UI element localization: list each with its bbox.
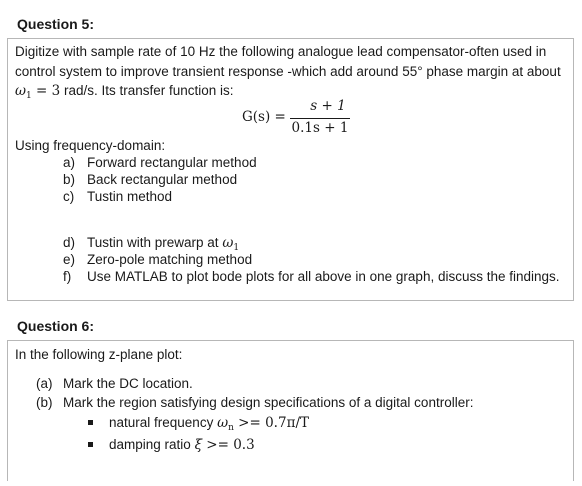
method-item [63, 155, 257, 170]
q6-intro: In the following z-plane plot: [15, 347, 183, 362]
methods-heading: Using frequency-domain: [15, 138, 166, 153]
method-label: d) [63, 235, 76, 250]
method-item [63, 172, 237, 187]
method-text: Forward rectangular method [87, 155, 257, 170]
q5-intro-line-3 [15, 83, 234, 101]
transfer-function-lhs: G(s) = [242, 109, 286, 125]
method-label: c) [63, 189, 75, 204]
method-item-e [63, 252, 252, 267]
omega-symbol: ω [222, 235, 234, 251]
q6-item-text: Mark the DC location. [63, 376, 193, 391]
spec-bullet-item [88, 437, 255, 453]
bullet-square-icon [88, 420, 93, 425]
q6-item-label: (b) [36, 395, 53, 410]
method-label: f) [63, 269, 72, 284]
method-label: b) [63, 172, 76, 187]
omega-symbol: ω [15, 83, 27, 99]
omega-subscript: 1 [233, 243, 240, 253]
spec-math: >= 0.7π/T [233, 415, 309, 431]
q5-intro-line-2: control system to improve transient response -which add around 55° phase margin at about [15, 64, 561, 79]
spec-text: damping ratio [109, 437, 195, 452]
method-text: Tustin method [87, 189, 173, 204]
question-6-title: Question 6: [17, 318, 95, 334]
transfer-function-numerator: s + 1 [310, 98, 346, 114]
fraction-bar [290, 118, 350, 119]
method-item-f [63, 269, 560, 284]
question-5-title: Question 5: [17, 16, 95, 32]
omega-subscript: n [228, 423, 234, 433]
question-6-box [7, 340, 574, 481]
spec-bullet-item [88, 415, 309, 433]
q5-intro-line-3-text: rad/s. Its transfer function is: [60, 83, 234, 98]
q5-intro-line-1: Digitize with sample rate of 10 Hz the following analogue lead compensator-often used in [15, 44, 547, 59]
method-label: a) [63, 155, 76, 170]
q6-item-label: (a) [36, 376, 53, 391]
method-text: Use MATLAB to plot bode plots for all above in one graph, discuss the findings. [87, 269, 560, 284]
method-item-d [63, 235, 239, 253]
q6-item [36, 376, 193, 391]
method-text: Tustin with prewarp at [87, 235, 223, 250]
question-5-box [7, 38, 574, 301]
omega-value: = 3 [31, 83, 61, 99]
method-label: e) [63, 252, 76, 267]
spec-math: >= 0.3 [202, 437, 255, 453]
method-text: Back rectangular method [87, 172, 238, 187]
method-text: Zero-pole matching method [87, 252, 253, 267]
method-item [63, 189, 172, 204]
q6-item-text: Mark the region satisfying design specifications of a digital controller: [63, 395, 474, 410]
bullet-square-icon [88, 442, 93, 447]
omega-subscript: 1 [26, 91, 32, 101]
spec-text: natural frequency [109, 415, 218, 430]
xi-symbol: ξ [194, 437, 202, 453]
transfer-function-denominator: 0.1s + 1 [291, 120, 349, 136]
q6-item [36, 395, 473, 410]
omega-symbol: ω [217, 415, 229, 431]
